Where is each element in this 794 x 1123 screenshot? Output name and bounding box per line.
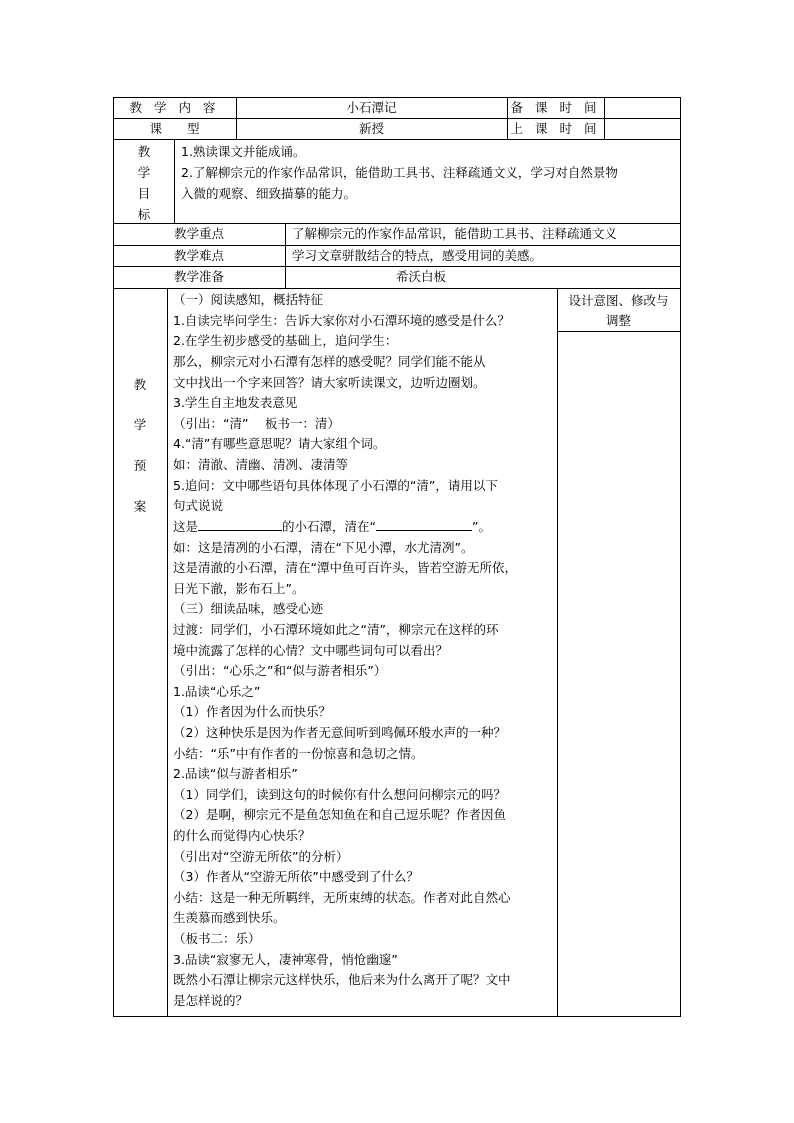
prep-time-label: 备 课 时 间 — [510, 99, 601, 115]
plan-line: 1.品读“心乐之” — [173, 684, 261, 699]
plan-line: （2）是啊，柳宗元不是鱼怎知鱼在和自己逗乐呢？作者因鱼 — [173, 807, 506, 822]
objectives-label-char: 标 — [137, 207, 151, 222]
objectives-label-char: 教 — [137, 144, 151, 159]
objective-line: 2.了解柳宗元的作家作品常识，能借助工具书、注释疏通文义，学习对自然景物 — [181, 165, 618, 180]
difficulty-label: 教学难点 — [173, 247, 224, 263]
plan-line: （引出对“空游无所依”的分析） — [173, 849, 349, 864]
plan-line: （一）阅读感知，概括特征 — [173, 292, 324, 307]
plan-line: （1）同学们，读到这句的时候你有什么想问问柳宗元的吗？ — [173, 787, 506, 802]
class-time-value — [604, 118, 680, 139]
plan-line: 小结：这是一种无所羁绊，无所束缚的状态。作者对此自然心 — [173, 890, 511, 905]
type-value: 新授 — [358, 120, 384, 136]
plan-line: （板书二：乐） — [173, 931, 261, 946]
plan-line: （引出：“心乐之”和“似与游者相乐”） — [173, 663, 387, 678]
plan-label-char: 案 — [133, 499, 147, 514]
plan-line: （引出：“清” 板书一：清） — [173, 416, 340, 431]
plan-line: （3）作者从“空游无所依”中感受到了什么？ — [173, 869, 419, 884]
plan-line: 如：清澈、清幽、清冽、凄清等 — [173, 457, 349, 472]
fill-in-prefix: 这是 — [173, 519, 199, 534]
prep-time-value — [604, 97, 680, 118]
plan-line: 如：这是清冽的小石潭，清在“下见小潭，水尤清冽”。 — [173, 540, 474, 555]
plan-line: 3.品读“寂寥无人，凄神寒骨，悄怆幽邃” — [173, 952, 398, 967]
plan-line: 的什么而觉得内心快乐？ — [173, 828, 311, 843]
plan-label-char: 预 — [133, 458, 147, 473]
objectives-label-char: 目 — [137, 186, 151, 201]
plan-line: 境中流露了怎样的心情？文中哪些词句可以看出？ — [173, 643, 449, 658]
table-border-right — [680, 97, 681, 1017]
plan-line: 2.品读“似与游者相乐” — [173, 766, 298, 781]
type-label: 课 型 — [149, 120, 200, 136]
fill-in-suffix: ”。 — [472, 519, 491, 534]
col-divider — [167, 288, 168, 1017]
plan-line: 既然小石潭让柳宗元这样快乐，他后来为什么离开了呢？文中 — [173, 972, 511, 987]
plan-line: 是怎样说的？ — [173, 993, 249, 1008]
objectives-label-char: 学 — [137, 165, 151, 180]
table-border-bottom — [113, 1016, 681, 1017]
row-divider — [113, 139, 681, 140]
plan-line: 文中找出一个字来回答？请大家听读课文，边听边圈划。 — [173, 375, 486, 390]
lesson-title: 小石潭记 — [346, 99, 397, 115]
plan-line: 这是清澈的小石潭，清在“潭中鱼可百许头，皆若空游无所依， — [173, 560, 517, 575]
plan-label-char: 教 — [133, 377, 147, 392]
plan-line: 5.追问：文中哪些语句具体体现了小石潭的“清”，请用以下 — [173, 478, 498, 493]
content-label: 教 学 内 容 — [129, 99, 220, 115]
col-divider — [174, 139, 175, 223]
plan-line: （三）细读品味，感受心迹 — [173, 601, 324, 616]
preparation-value: 希沃白板 — [395, 269, 446, 284]
preparation-label: 教学准备 — [173, 269, 224, 284]
key-point-label: 教学重点 — [173, 226, 224, 241]
plan-line: 3.学生自主地发表意见 — [173, 395, 298, 410]
class-time-label: 上 课 时 间 — [510, 120, 601, 136]
side-header-line: 调整 — [605, 313, 631, 328]
objective-line: 1.熟读课文并能成诵。 — [181, 144, 306, 159]
side-header-divider — [557, 331, 681, 332]
plan-label-char: 学 — [133, 417, 147, 432]
plan-line: 4.“清”有哪些意思呢？请大家组个词。 — [173, 436, 386, 451]
plan-line: 那么，柳宗元对小石潭有怎样的感受呢？同学们能不能从 — [173, 354, 486, 369]
fill-in-blank — [376, 518, 472, 531]
side-header-line: 设计意图、修改与 — [568, 293, 669, 308]
key-point-value: 了解柳宗元的作家作品常识，能借助工具书、注释疏通文义 — [292, 226, 618, 241]
fill-in-blank — [198, 518, 282, 531]
plan-line: 小结：“乐”中有作者的一份惊喜和急切之情。 — [173, 746, 424, 761]
objective-line: 入微的观察、细致描摹的能力。 — [181, 186, 357, 201]
plan-line: 生羡慕而感到快乐。 — [173, 910, 286, 925]
plan-line: （2）这种快乐是因为作者无意间听到鸣佩环般水声的一种？ — [173, 725, 506, 740]
plan-line: 日光下澈，影布石上”。 — [173, 581, 305, 596]
plan-line: （1）作者因为什么而快乐？ — [173, 704, 331, 719]
difficulty-value: 学习文章骈散结合的特点，感受用词的美感。 — [292, 248, 543, 263]
fill-in-sentence — [173, 518, 558, 536]
plan-line: 过渡：同学们，小石潭环境如此之“清”，柳宗元在这样的环 — [173, 622, 499, 637]
fill-in-middle: 的小石潭，清在“ — [282, 519, 376, 534]
row-divider — [113, 288, 681, 289]
plan-line: 1.自读完毕问学生：告诉大家你对小石潭环境的感受是什么？ — [173, 313, 510, 328]
plan-line: 2.在学生初步感受的基础上，追问学生： — [173, 333, 398, 348]
plan-line: 句式说说 — [173, 498, 224, 513]
